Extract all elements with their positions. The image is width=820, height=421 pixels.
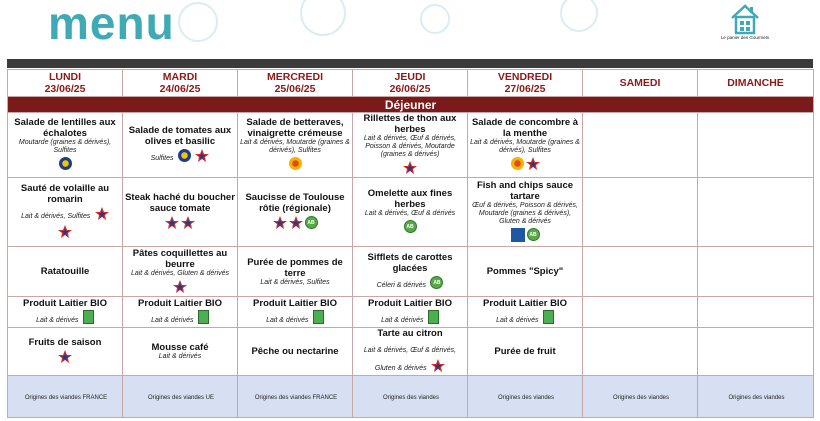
menu-cell-empty [698,178,814,247]
menu-cell [468,297,583,328]
local-star-icon [181,216,195,229]
menu-cell [123,113,238,178]
origin-text: Origines des viandes [728,395,785,401]
menu-cell [353,178,468,247]
dish-name: Salade de concombre à la menthe [471,117,579,139]
dish-name: Salade de tomates aux olives et basilic [128,125,232,147]
menu-cell [8,178,123,247]
brand-logo [720,2,770,58]
menu-row [8,247,814,297]
dish-name: Pommes "Spicy" [486,266,564,277]
ab-bio-icon [198,310,209,324]
menu-cell [123,328,238,376]
menu-row [8,178,814,247]
day-header: VENDREDI 27/06/25 [468,70,583,97]
dish-name: Produit Laitier BIO [483,297,567,309]
origin-text: Origines des viandes [382,395,440,401]
local-star-icon [526,157,540,170]
allergens: Sulfites [150,155,174,162]
allergens: Lait & dérivés [496,316,539,324]
bio-label-icon [404,220,417,233]
dish-name: Tarte au citron [377,328,443,339]
igp-label-icon [289,157,302,170]
menu-cell [238,178,353,247]
allergens: Lait & dérivés, Moutarde (graines & dérivés), Sulfites [470,139,580,154]
allergens: Œuf & dérivés, Poisson & dérivés, Moutarde (graines & dérivés), Gluten & dérivés [472,202,578,225]
origin-cell [238,376,353,418]
origin-cell [468,376,583,418]
local-star-icon [273,216,287,229]
day-header: JEUDI 26/06/25 [353,70,468,97]
allergens: Lait & dérivés [36,316,79,324]
menu-cell [468,113,583,178]
menu-cell [353,113,468,178]
day-header: MARDI 24/06/25 [123,70,238,97]
menu-cell-empty [698,113,814,178]
menu-cell [8,328,123,376]
allergens: Lait & dérivés [158,353,202,360]
origin-cell [698,376,814,418]
local-star-icon [195,149,209,162]
menu-cell [468,247,583,297]
local-star-icon [165,216,179,229]
menu-cell [238,247,353,297]
origin-text: Origines des viandes FRANCE [254,395,338,401]
dish-name: Fruits de saison [28,337,102,348]
dish-name: Purée de fruit [494,346,556,357]
menu-cell-empty [698,297,814,328]
menu-cell [353,297,468,328]
day-header-row [8,70,814,97]
menu-cell [238,297,353,328]
section-title: Déjeuner [8,97,814,113]
origin-text: Origines des viandes UE [147,395,215,401]
menu-cell-empty [583,247,698,297]
bio-label-icon [305,216,318,229]
local-star-icon [431,359,445,372]
allergens: Lait & dérivés, Œuf & dérivés, Poisson & dérivés, Moutarde (graines & dérivés) [363,135,457,158]
logo-text: Le panier des Gourmets [720,35,770,40]
igp-label-icon [511,157,524,170]
menu-row [8,328,814,376]
day-header: MERCREDI 25/06/25 [238,70,353,97]
menu-cell-empty [583,328,698,376]
dish-name: Fish and chips sauce tartare [476,180,574,202]
dish-name: Salade de lentilles aux échalotes [14,117,116,139]
allergens: Lait & dérivés, Œuf & dérivés, Gluten & dérivés [363,347,457,372]
menu-cell [8,113,123,178]
allergens: Moutarde (graines & dérivés), Sulfites [18,139,112,154]
dish-name: Mousse café [151,342,209,353]
dish-name: Omelette aux fines herbes [367,188,453,210]
menu-cell [238,328,353,376]
header [0,0,820,60]
dish-name: Pêche ou nectarine [251,346,339,357]
menu-cell-empty [698,328,814,376]
bio-label-icon [527,228,540,241]
menu-cell [123,297,238,328]
dish-name: Produit Laitier BIO [23,297,107,309]
msc-label-icon [511,228,525,242]
origin-text: Origines des viandes FRANCE [24,395,108,401]
menu-cell-empty [583,113,698,178]
allergens: Lait & dérivés, Sulfites [21,213,91,220]
decor-vegetable-icon [300,0,346,36]
dish-name: Purée de pommes de terre [247,256,343,279]
allergens: Lait & dérivés [151,316,194,324]
allergens: Lait & dérivés, Moutarde (graines & dérivés), Sulfites [240,139,350,154]
menu-cell-empty [698,247,814,297]
dish-name: Steak haché du boucher sauce tomate [125,192,235,214]
dish-name: Rillettes de thon aux herbes [363,113,457,135]
allergens: Lait & dérivés, Œuf & dérivés [364,210,456,217]
menu-cell [353,247,468,297]
menu-table [7,69,814,418]
origin-cell [8,376,123,418]
menu-cell [123,178,238,247]
decor-vegetable-icon [178,2,218,42]
menu-row [8,113,814,178]
origins-row [8,376,814,418]
page-title: menu [48,0,175,49]
menu-cell-empty [583,297,698,328]
allergens: Lait & dérivés, Gluten & dérivés [130,269,230,277]
ab-bio-icon [83,310,94,324]
ab-bio-icon [543,310,554,324]
menu-cell [468,328,583,376]
day-header: DIMANCHE [698,70,814,97]
local-star-icon [58,350,72,363]
top-bar [7,59,813,68]
dish-name: Ratatouille [40,266,90,277]
dish-name: Salade de betteraves, vinaigrette crémeuse [246,117,344,139]
allergens: Lait & dérivés, Sulfites [260,278,330,286]
menu-cell-empty [583,178,698,247]
menu-cell [8,297,123,328]
ab-bio-icon [313,310,324,324]
day-header: LUNDI 23/06/25 [8,70,123,97]
label-rouge-icon [178,149,191,162]
menu-cell [8,247,123,297]
menu-cell [238,113,353,178]
local-star-icon [173,280,187,293]
dish-name: Sifflets de carottes glacées [367,251,453,274]
decor-vegetable-icon [560,0,598,32]
origin-cell [583,376,698,418]
allergens: Lait & dérivés [381,316,424,324]
allergens: Lait & dérivés [266,316,309,324]
label-rouge-icon [59,157,72,170]
dish-name: Produit Laitier BIO [138,297,222,309]
allergens: Céleri & dérivés [376,281,426,289]
local-star-icon [95,207,109,220]
house-icon [728,2,762,36]
day-header: SAMEDI [583,70,698,97]
origin-cell [123,376,238,418]
ab-bio-icon [428,310,439,324]
dish-name: Sauté de volaille au romarin [20,183,110,205]
local-star-icon [403,161,417,174]
local-star-icon [58,225,72,238]
origin-cell [353,376,468,418]
dish-name: Pâtes coquillettes au beurre [132,247,228,270]
dish-name: Produit Laitier BIO [368,297,452,309]
dish-name: Produit Laitier BIO [253,297,337,309]
dish-name: Saucisse de Toulouse rôtie (régionale) [245,192,345,214]
bio-label-icon [430,276,443,289]
decor-vegetable-icon [420,4,450,34]
local-star-icon [289,216,303,229]
origin-text: Origines des viandes [612,395,670,401]
menu-cell [353,328,468,376]
menu-row [8,297,814,328]
menu-cell [123,247,238,297]
menu-cell [468,178,583,247]
section-row [8,97,814,113]
origin-text: Origines des viandes [497,395,555,401]
